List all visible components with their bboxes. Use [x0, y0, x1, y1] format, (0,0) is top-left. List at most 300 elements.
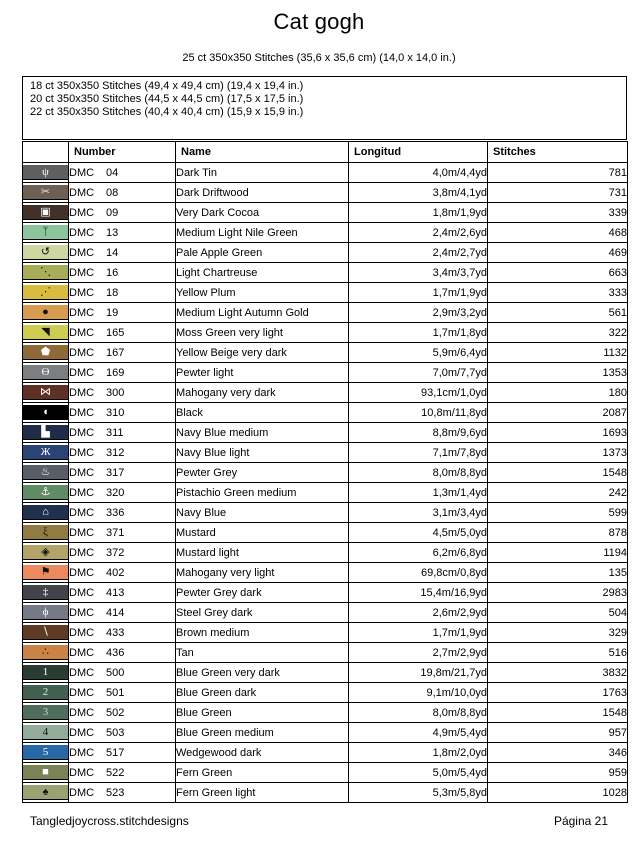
swatch-cell — [23, 763, 69, 783]
swatch-cell — [23, 583, 69, 603]
swatch-cell — [23, 283, 69, 303]
stitch-symbol-icon: 4 — [42, 726, 49, 738]
brand-label: DMC — [69, 626, 95, 639]
brand-label: DMC — [69, 486, 95, 499]
thread-length: 4,5m/5,0yd — [349, 523, 488, 543]
page-title: Cat gogh — [273, 9, 365, 34]
thread-stitch-count: 959 — [488, 763, 628, 783]
brand-label: DMC — [69, 706, 95, 719]
thread-name: Medium Light Nile Green — [176, 223, 349, 243]
thread-name: Pewter light — [176, 363, 349, 383]
swatch-cell — [23, 703, 69, 723]
thread-name: Steel Grey dark — [176, 603, 349, 623]
thread-stitch-count: 561 — [488, 303, 628, 323]
thread-code: 169 — [106, 366, 125, 379]
thread-length: 1,7m/1,8yd — [349, 323, 488, 343]
color-swatch — [23, 705, 68, 720]
thread-stitch-count: 516 — [488, 643, 628, 663]
stitch-symbol-icon: 5 — [42, 746, 49, 758]
swatch-cell — [23, 643, 69, 663]
swatch-cell — [23, 203, 69, 223]
brand-label: DMC — [69, 766, 95, 779]
thread-length: 93,1cm/1,0yd — [349, 383, 488, 403]
swatch-cell — [23, 623, 69, 643]
thread-code: 310 — [106, 406, 125, 419]
brand-label: DMC — [69, 606, 95, 619]
thread-name: Mahogany very light — [176, 563, 349, 583]
thread-code: 08 — [106, 186, 119, 199]
color-swatch — [23, 785, 68, 800]
stitch-symbol-icon: ⬟ — [40, 346, 51, 358]
brand-label: DMC — [69, 546, 95, 559]
fabric-size-line: 18 ct 350x350 Stitches (49,4 x 49,4 cm) (19,4 x 19,4 in.) — [30, 80, 304, 92]
stitch-symbol-icon: ⚓ — [40, 486, 51, 498]
thread-stitch-count: 1194 — [488, 543, 628, 563]
thread-stitch-count: 599 — [488, 503, 628, 523]
color-swatch — [23, 765, 68, 780]
swatch-cell — [23, 243, 69, 263]
color-swatch — [23, 725, 68, 740]
swatch-cell — [23, 403, 69, 423]
number-cell — [69, 703, 176, 723]
stitch-symbol-icon: ◥ — [41, 326, 50, 338]
brand-label: DMC — [69, 346, 95, 359]
color-swatch — [23, 285, 68, 300]
color-swatch — [23, 345, 68, 360]
number-cell — [69, 643, 176, 663]
number-cell — [69, 623, 176, 643]
stitch-symbol-icon: ▙ — [41, 426, 50, 438]
thread-row — [23, 663, 628, 683]
swatch-cell — [23, 303, 69, 323]
number-cell — [69, 563, 176, 583]
thread-stitch-count: 180 — [488, 383, 628, 403]
thread-row — [23, 343, 628, 363]
thread-code: 517 — [106, 746, 125, 759]
thread-name: Black — [176, 403, 349, 423]
swatch-cell — [23, 523, 69, 543]
number-cell — [69, 343, 176, 363]
stitch-symbol-icon: ✂ — [40, 186, 51, 198]
number-cell — [69, 743, 176, 763]
stitch-symbol-icon: 1 — [42, 666, 49, 678]
thread-length: 2,6m/2,9yd — [349, 603, 488, 623]
color-swatch — [23, 585, 68, 600]
thread-code: 500 — [106, 666, 125, 679]
thread-row — [23, 703, 628, 723]
swatch-cell — [23, 543, 69, 563]
thread-length: 8,0m/8,8yd — [349, 703, 488, 723]
thread-stitch-count: 1373 — [488, 443, 628, 463]
thread-row — [23, 523, 628, 543]
thread-stitch-count: 504 — [488, 603, 628, 623]
thread-row — [23, 223, 628, 243]
number-cell — [69, 543, 176, 563]
brand-label: DMC — [69, 666, 95, 679]
color-swatch — [23, 565, 68, 580]
brand-label: DMC — [69, 206, 95, 219]
thread-code: 18 — [106, 286, 119, 299]
color-swatch — [23, 225, 68, 240]
number-cell — [69, 663, 176, 683]
brand-label: DMC — [69, 566, 95, 579]
stitch-symbol-icon: Ж — [40, 446, 51, 458]
thread-length: 3,8m/4,1yd — [349, 183, 488, 203]
thread-code: 19 — [106, 306, 119, 319]
color-swatch — [23, 605, 68, 620]
header-longitud: Longitud — [349, 142, 488, 163]
number-cell — [69, 283, 176, 303]
number-cell — [69, 323, 176, 343]
color-swatch — [23, 505, 68, 520]
swatch-cell — [23, 163, 69, 183]
thread-stitch-count: 242 — [488, 483, 628, 503]
thread-name: Blue Green medium — [176, 723, 349, 743]
thread-stitch-count: 329 — [488, 623, 628, 643]
thread-length: 8,8m/9,6yd — [349, 423, 488, 443]
number-cell — [69, 223, 176, 243]
swatch-cell — [23, 723, 69, 743]
thread-code: 503 — [106, 726, 125, 739]
thread-row — [23, 183, 628, 203]
stitch-symbol-icon: ⋱ — [40, 266, 51, 278]
thread-name: Yellow Plum — [176, 283, 349, 303]
thread-name: Blue Green dark — [176, 683, 349, 703]
color-swatch — [23, 165, 68, 180]
stitch-symbol-icon: ⋈ — [40, 386, 51, 398]
thread-length: 2,7m/2,9yd — [349, 643, 488, 663]
thread-code: 312 — [106, 446, 125, 459]
thread-row — [23, 203, 628, 223]
thread-name: Fern Green — [176, 763, 349, 783]
thread-code: 167 — [106, 346, 125, 359]
thread-name: Medium Light Autumn Gold — [176, 303, 349, 323]
thread-code: 436 — [106, 646, 125, 659]
stitch-symbol-icon: ◈ — [41, 546, 50, 558]
thread-code: 317 — [106, 466, 125, 479]
thread-row — [23, 783, 628, 803]
swatch-cell — [23, 683, 69, 703]
thread-length: 9,1m/10,0yd — [349, 683, 488, 703]
fabric-size-line: 20 ct 350x350 Stitches (44,5 x 44,5 cm) (17,5 x 17,5 in.) — [30, 93, 304, 105]
thread-name: Mustard — [176, 523, 349, 543]
thread-stitch-count: 1548 — [488, 703, 628, 723]
number-cell — [69, 403, 176, 423]
fabric-sizes-box — [22, 76, 627, 140]
number-cell — [69, 183, 176, 203]
thread-name: Very Dark Cocoa — [176, 203, 349, 223]
thread-row — [23, 463, 628, 483]
thread-code: 13 — [106, 226, 119, 239]
number-cell — [69, 383, 176, 403]
brand-label: DMC — [69, 646, 95, 659]
thread-code: 14 — [106, 246, 119, 259]
color-swatch — [23, 625, 68, 640]
number-cell — [69, 723, 176, 743]
number-cell — [69, 303, 176, 323]
color-swatch — [23, 465, 68, 480]
stitch-symbol-icon: ξ — [43, 526, 48, 538]
thread-stitch-count: 1028 — [488, 783, 628, 803]
thread-stitch-count: 1763 — [488, 683, 628, 703]
page-footer — [30, 814, 608, 828]
thread-stitch-count: 3832 — [488, 663, 628, 683]
stitch-symbol-icon: 2 — [42, 686, 49, 698]
header-stitches: Stitches — [488, 142, 628, 163]
thread-code: 04 — [106, 166, 119, 179]
designer-credit: Tangledjoycross.stitchdesigns — [30, 814, 189, 828]
header-name: Name — [176, 142, 349, 163]
brand-label: DMC — [69, 366, 95, 379]
thread-row — [23, 623, 628, 643]
thread-name: Pistachio Green medium — [176, 483, 349, 503]
thread-name: Navy Blue light — [176, 443, 349, 463]
swatch-cell — [23, 603, 69, 623]
stitch-symbol-icon: ᛉ — [42, 226, 49, 238]
brand-label: DMC — [69, 726, 95, 739]
stitch-symbol-icon: ‡ — [42, 586, 49, 598]
stitch-symbol-icon: ▣ — [40, 206, 51, 218]
thread-stitch-count: 469 — [488, 243, 628, 263]
thread-code: 413 — [106, 586, 125, 599]
brand-label: DMC — [69, 306, 95, 319]
color-swatch — [23, 425, 68, 440]
stitch-symbol-icon: ∴ — [42, 646, 49, 658]
swatch-cell — [23, 423, 69, 443]
color-swatch — [23, 245, 68, 260]
thread-name: Moss Green very light — [176, 323, 349, 343]
number-cell — [69, 763, 176, 783]
thread-length: 5,3m/5,8yd — [349, 783, 488, 803]
thread-stitch-count: 1548 — [488, 463, 628, 483]
thread-name: Brown medium — [176, 623, 349, 643]
stitch-symbol-icon: ⋰ — [40, 286, 51, 298]
thread-code: 414 — [106, 606, 125, 619]
thread-name: Dark Driftwood — [176, 183, 349, 203]
color-swatch — [23, 265, 68, 280]
thread-length: 69,8cm/0,8yd — [349, 563, 488, 583]
color-swatch — [23, 665, 68, 680]
thread-row — [23, 263, 628, 283]
brand-label: DMC — [69, 526, 95, 539]
thread-stitch-count: 322 — [488, 323, 628, 343]
swatch-cell — [23, 483, 69, 503]
thread-length: 10,8m/11,8yd — [349, 403, 488, 423]
thread-row — [23, 283, 628, 303]
fabric-size-line: 22 ct 350x350 Stitches (40,4 x 40,4 cm) (15,9 x 15,9 in.) — [30, 106, 304, 118]
thread-row — [23, 583, 628, 603]
thread-name: Dark Tin — [176, 163, 349, 183]
thread-stitch-count: 468 — [488, 223, 628, 243]
swatch-cell — [23, 183, 69, 203]
number-cell — [69, 583, 176, 603]
table-header-row — [23, 142, 628, 163]
thread-code: 320 — [106, 486, 125, 499]
number-cell — [69, 423, 176, 443]
number-cell — [69, 503, 176, 523]
brand-label: DMC — [69, 226, 95, 239]
swatch-cell — [23, 503, 69, 523]
stitch-symbol-icon: ↺ — [40, 246, 51, 258]
stitch-symbol-icon: ϴ — [41, 366, 50, 378]
color-swatch — [23, 525, 68, 540]
stitch-symbol-icon: ● — [42, 306, 49, 318]
thread-name: Light Chartreuse — [176, 263, 349, 283]
number-cell — [69, 603, 176, 623]
brand-label: DMC — [69, 746, 95, 759]
brand-label: DMC — [69, 186, 95, 199]
number-cell — [69, 463, 176, 483]
header-symbol-column — [23, 142, 69, 163]
brand-label: DMC — [69, 506, 95, 519]
thread-row — [23, 163, 628, 183]
stitch-symbol-icon: ψ — [42, 166, 49, 178]
thread-code: 16 — [106, 266, 119, 279]
thread-stitch-count: 663 — [488, 263, 628, 283]
thread-length: 5,9m/6,4yd — [349, 343, 488, 363]
swatch-cell — [23, 783, 69, 803]
thread-stitch-count: 957 — [488, 723, 628, 743]
thread-code: 523 — [106, 786, 125, 799]
brand-label: DMC — [69, 586, 95, 599]
thread-stitch-count: 878 — [488, 523, 628, 543]
brand-label: DMC — [69, 446, 95, 459]
color-swatch — [23, 325, 68, 340]
thread-name: Pewter Grey — [176, 463, 349, 483]
thread-name: Wedgewood dark — [176, 743, 349, 763]
thread-length: 1,8m/1,9yd — [349, 203, 488, 223]
brand-label: DMC — [69, 266, 95, 279]
color-swatch — [23, 745, 68, 760]
number-cell — [69, 783, 176, 803]
brand-label: DMC — [69, 686, 95, 699]
thread-row — [23, 443, 628, 463]
swatch-cell — [23, 263, 69, 283]
thread-length: 7,1m/7,8yd — [349, 443, 488, 463]
thread-code: 09 — [106, 206, 119, 219]
thread-length: 19,8m/21,7yd — [349, 663, 488, 683]
brand-label: DMC — [69, 326, 95, 339]
color-swatch — [23, 365, 68, 380]
thread-name: Tan — [176, 643, 349, 663]
thread-length: 2,4m/2,7yd — [349, 243, 488, 263]
thread-code: 311 — [106, 426, 124, 439]
thread-length: 2,4m/2,6yd — [349, 223, 488, 243]
brand-label: DMC — [69, 466, 95, 479]
thread-row — [23, 403, 628, 423]
swatch-cell — [23, 323, 69, 343]
thread-row — [23, 483, 628, 503]
thread-name: Mustard light — [176, 543, 349, 563]
thread-code: 165 — [106, 326, 125, 339]
thread-row — [23, 763, 628, 783]
number-cell — [69, 523, 176, 543]
color-swatch — [23, 205, 68, 220]
thread-name: Pewter Grey dark — [176, 583, 349, 603]
thread-code: 433 — [106, 626, 125, 639]
number-cell — [69, 163, 176, 183]
brand-label: DMC — [69, 386, 95, 399]
thread-code: 372 — [106, 546, 125, 559]
stitch-symbol-icon: 3 — [42, 706, 49, 718]
thread-code: 522 — [106, 766, 125, 779]
color-swatch — [23, 185, 68, 200]
thread-row — [23, 743, 628, 763]
swatch-cell — [23, 223, 69, 243]
thread-name: Blue Green very dark — [176, 663, 349, 683]
color-swatch — [23, 685, 68, 700]
stitch-symbol-icon: ∖ — [41, 626, 49, 638]
thread-length: 8,0m/8,8yd — [349, 463, 488, 483]
thread-name: Fern Green light — [176, 783, 349, 803]
thread-row — [23, 323, 628, 343]
thread-stitch-count: 135 — [488, 563, 628, 583]
number-cell — [69, 363, 176, 383]
thread-name: Navy Blue medium — [176, 423, 349, 443]
thread-row — [23, 643, 628, 663]
thread-row — [23, 243, 628, 263]
thread-name: Blue Green — [176, 703, 349, 723]
color-swatch — [23, 485, 68, 500]
thread-length: 4,0m/4,4yd — [349, 163, 488, 183]
stitch-symbol-icon: ⌂ — [42, 506, 49, 518]
thread-name: Pale Apple Green — [176, 243, 349, 263]
header-number: Number — [69, 142, 176, 163]
thread-row — [23, 503, 628, 523]
brand-label: DMC — [69, 406, 95, 419]
thread-row — [23, 543, 628, 563]
brand-label: DMC — [69, 426, 95, 439]
thread-legend-table — [22, 141, 628, 803]
thread-length: 6,2m/6,8yd — [349, 543, 488, 563]
thread-stitch-count: 339 — [488, 203, 628, 223]
thread-name: Yellow Beige very dark — [176, 343, 349, 363]
thread-length: 2,9m/3,2yd — [349, 303, 488, 323]
stitch-symbol-icon: ϕ — [42, 606, 49, 618]
thread-length: 3,1m/3,4yd — [349, 503, 488, 523]
swatch-cell — [23, 363, 69, 383]
number-cell — [69, 683, 176, 703]
thread-length: 1,7m/1,9yd — [349, 283, 488, 303]
thread-name: Navy Blue — [176, 503, 349, 523]
thread-stitch-count: 731 — [488, 183, 628, 203]
brand-label: DMC — [69, 786, 95, 799]
thread-code: 300 — [106, 386, 125, 399]
thread-row — [23, 423, 628, 443]
thread-code: 371 — [106, 526, 125, 539]
fabric-size-subtitle: 25 ct 350x350 Stitches (35,6 x 35,6 cm) (14,0 x 14,0 in.) — [182, 52, 456, 64]
swatch-cell — [23, 563, 69, 583]
stitch-symbol-icon: ■ — [42, 766, 49, 778]
stitch-symbol-icon: ♨ — [40, 466, 51, 478]
brand-label: DMC — [69, 166, 95, 179]
color-swatch — [23, 385, 68, 400]
swatch-cell — [23, 743, 69, 763]
thread-row — [23, 723, 628, 743]
number-cell — [69, 243, 176, 263]
thread-stitch-count: 333 — [488, 283, 628, 303]
number-cell — [69, 203, 176, 223]
thread-code: 502 — [106, 706, 125, 719]
thread-code: 336 — [106, 506, 125, 519]
stitch-symbol-icon: ⚑ — [40, 566, 51, 578]
number-cell — [69, 263, 176, 283]
page-number: Página 21 — [553, 814, 608, 828]
brand-label: DMC — [69, 246, 95, 259]
color-swatch — [23, 405, 68, 420]
thread-length: 1,3m/1,4yd — [349, 483, 488, 503]
color-swatch — [23, 445, 68, 460]
